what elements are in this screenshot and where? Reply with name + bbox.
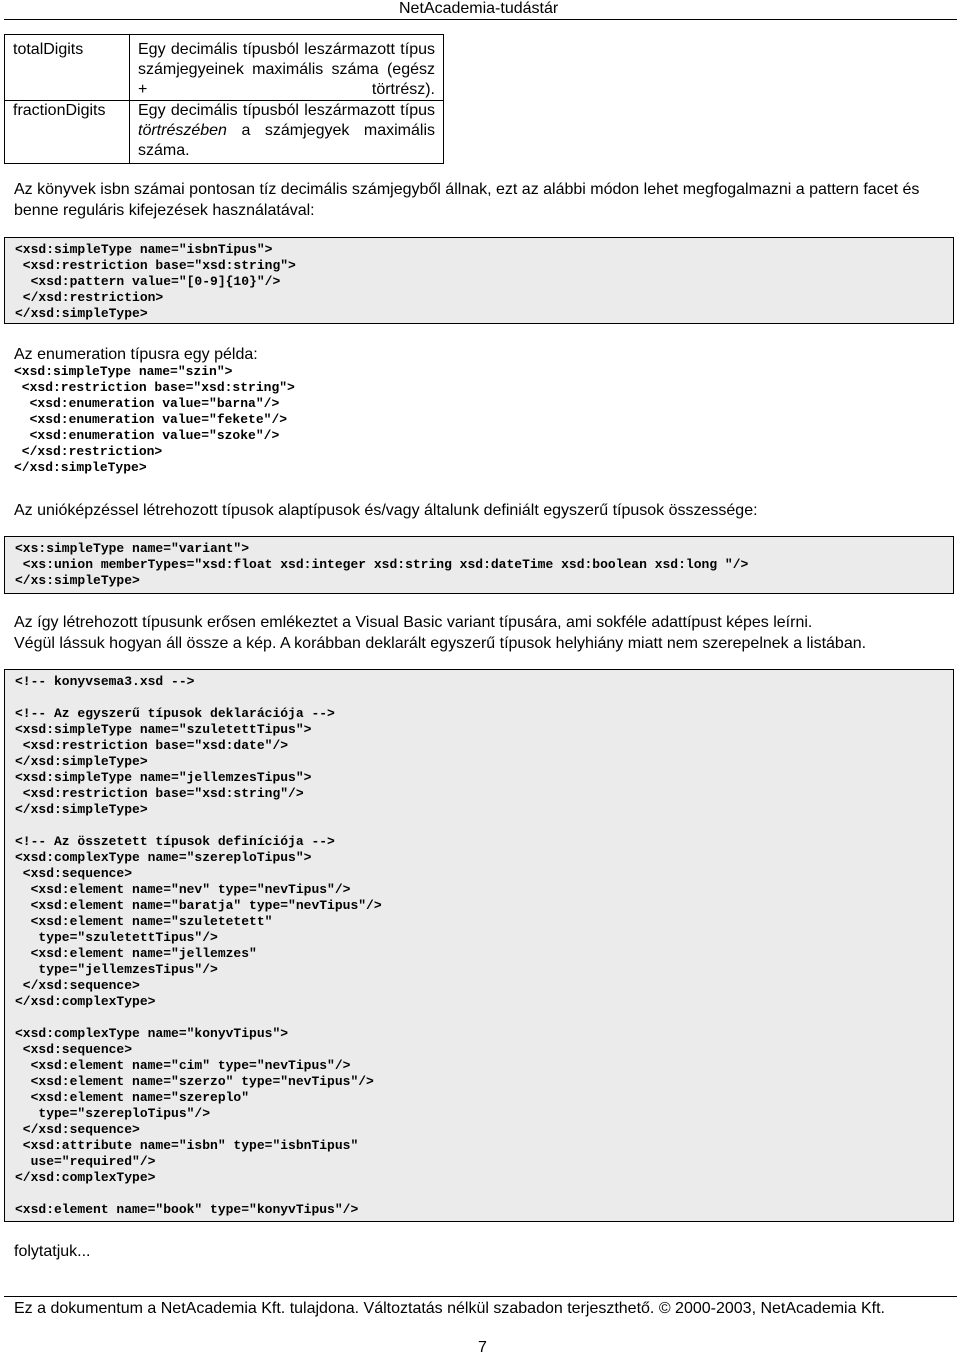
variant-paragraph: Az így létrehozott típusunk erősen emlékeztet a Visual Basic variant típusára, ami sokféle adattípust képes leírni. bbox=[14, 614, 813, 631]
page-header-title: NetAcademia-tudástár bbox=[399, 0, 559, 17]
union-intro-paragraph: Az unióképzéssel létrehozott típusok alaptípusok és/vagy általunk definiált egyszerű típusok összessége: bbox=[14, 502, 758, 519]
facet-description-emphasis: törtrészében bbox=[138, 122, 227, 139]
enumeration-code: <xsd:simpleType name="szin"> <xsd:restriction base="xsd:string"> <xsd:enumeration value="barna"/> <xsd:enumeration value="fekete"/> <xsd:enumeration value="szoke"/> </xsd:restriction> </xsd:simpleType> bbox=[14, 364, 295, 475]
table-row bbox=[5, 101, 444, 164]
facets-table bbox=[4, 34, 444, 164]
facet-description-start: Egy decimális típusból leszármazott típus bbox=[138, 102, 435, 119]
enumeration-code-block bbox=[14, 364, 295, 476]
facet-description: Egy decimális típusból leszármazott típus számjegyeinek maximális száma (egész + törtrész). bbox=[130, 35, 444, 101]
summary-paragraph: Végül lássuk hogyan áll össze a kép. A korábban deklarált egyszerű típusok helyhiány miatt nem szerepelnek a listában. bbox=[14, 635, 867, 652]
isbn-code: <xsd:simpleType name="isbnTipus"> <xsd:restriction base="xsd:string"> <xsd:pattern value="[0-9]{10}"/> </xsd:restriction> </xsd:simpleType> bbox=[15, 242, 296, 321]
header-divider bbox=[4, 19, 957, 20]
facet-description bbox=[130, 101, 444, 164]
page-number: 7 bbox=[478, 1339, 487, 1356]
table-row bbox=[5, 35, 444, 101]
isbn-intro-paragraph: Az könyvek isbn számai pontosan tíz decimális számjegyből állnak, ezt az alábbi módon lehet megfogalmazni a pattern facet és benne reguláris kifejezések használatával: bbox=[14, 181, 920, 219]
continued-text: folytatjuk... bbox=[14, 1243, 91, 1260]
schema-code: <!-- konyvsema3.xsd --> <!-- Az egyszerű típusok deklarációja --> <xsd:simpleType name="szuletettTipus"> <xsd:restriction base="xsd:date"/> </xsd:simpleType> <xsd:simpleType name="jellemzesTipus"> <xsd:restriction base="xsd:string"/> </xsd:simpleType> <!-- Az összetett típusok definíciója --> <xsd:complexType name="szereploTipus"> <xsd:sequence> <xsd:element name="nev" type="nevTipus"/> <xsd:element name="baratja" type="nevTipus"/> <xsd:element name="szuletetett" type="szuletettTipus"/> <xsd:element name="jellemzes" type="jellemzesTipus"/> </xsd:sequence> </xsd:complexType> <xsd:complexType name="konyvTipus"> <xsd:sequence> <xsd:element name="cim" type="nevTipus"/> <xsd:element name="szerzo" type="nevTipus"/> <xsd:element name="szereplo" type="szereploTipus"/> </xsd:sequence> <xsd:attribute name="isbn" type="isbnTipus" use="required"/> </xsd:complexType> <xsd:element name="book" type="konyvTipus"/> bbox=[15, 674, 382, 1217]
union-code: <xs:simpleType name="variant"> <xs:union memberTypes="xsd:float xsd:integer xsd:string xsd:dateTime xsd:boolean xsd:long "/> </xs:simpleType> bbox=[15, 541, 749, 588]
footer-divider bbox=[4, 1296, 957, 1297]
isbn-code-block bbox=[4, 237, 954, 324]
facet-description-end: a számjegyek maximális száma. bbox=[138, 122, 435, 159]
schema-code-block bbox=[4, 669, 954, 1222]
facet-term: fractionDigits bbox=[5, 101, 130, 164]
enumeration-intro-paragraph: Az enumeration típusra egy példa: bbox=[14, 346, 258, 363]
union-code-block bbox=[4, 536, 954, 594]
facet-term: totalDigits bbox=[5, 35, 130, 101]
footer-copyright: Ez a dokumentum a NetAcademia Kft. tulajdona. Változtatás nélkül szabadon terjeszthető. © 2000-2003, NetAcademia Kft. bbox=[14, 1300, 885, 1317]
